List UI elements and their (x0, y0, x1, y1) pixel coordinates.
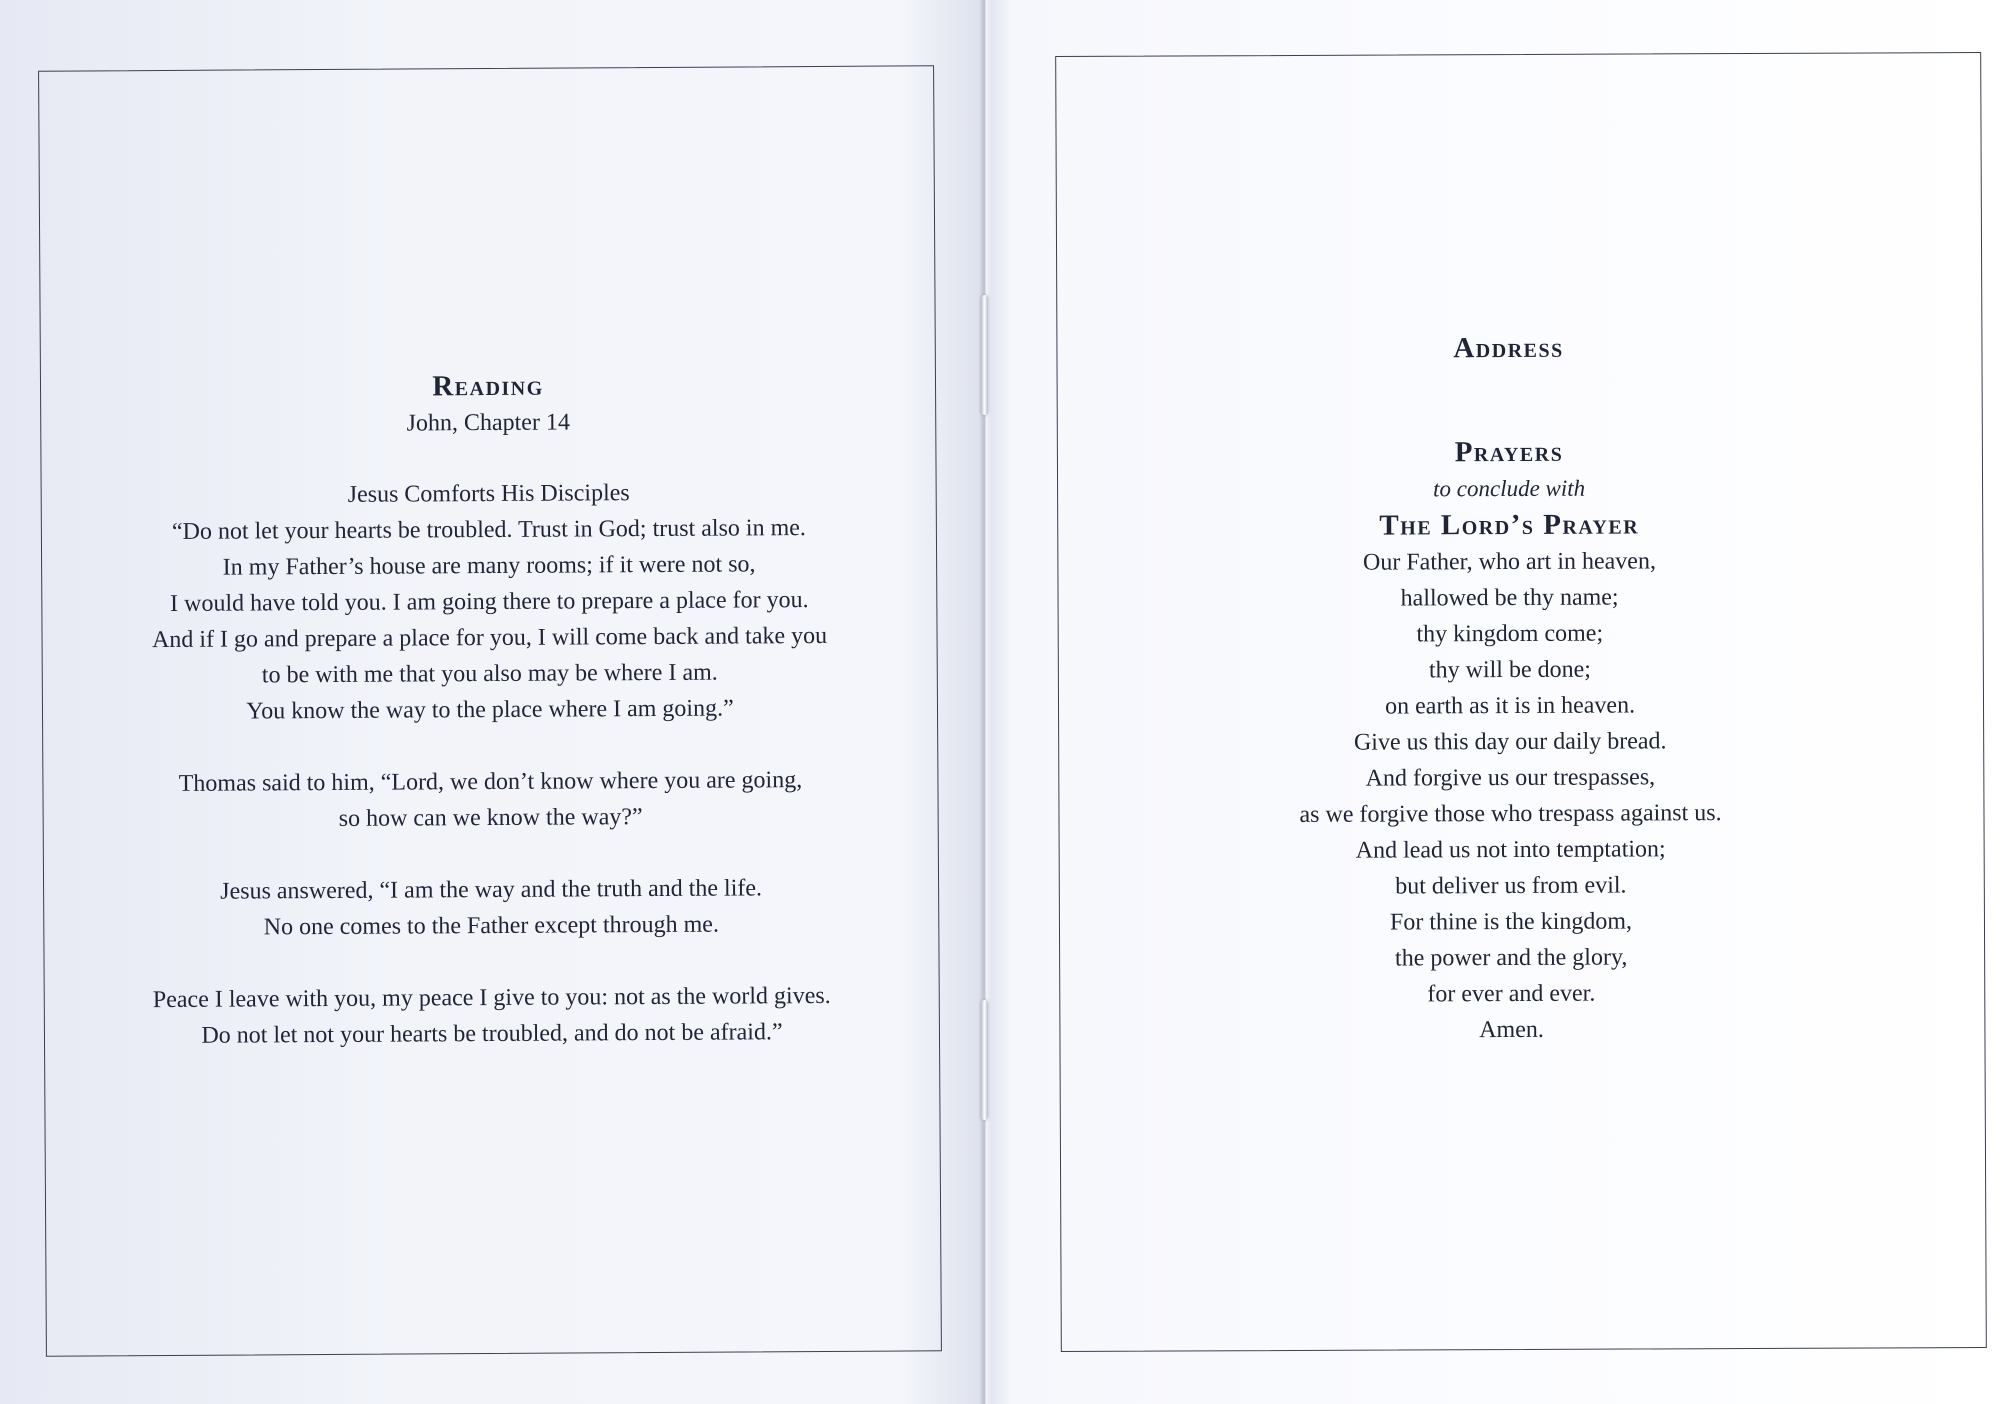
prayer-line: Amen. (1479, 1016, 1544, 1044)
left-page (58, 363, 922, 1054)
right-page (1118, 326, 1901, 1049)
binding-stitch (981, 295, 988, 415)
reading-line: And if I go and prepare a place for you, I will come back and take you (151, 622, 828, 654)
reading-line: to be with me that you also may be where I am. (261, 659, 718, 689)
prayer-line: And lead us not into temptation; (1355, 836, 1666, 864)
stanza-gap (61, 833, 921, 874)
reading-line: Thomas said to him, “Lord, we don’t know where you are going, (178, 767, 803, 797)
address-heading: Address (1453, 331, 1564, 365)
prayer-line: thy kingdom come; (1416, 620, 1604, 648)
reading-line: so how can we know the way?” (338, 804, 643, 832)
prayer-line: And forgive us our trespasses, (1365, 764, 1656, 792)
lords-prayer-heading: The Lord’s Prayer (1379, 508, 1640, 542)
reading-stanza (59, 473, 921, 730)
reading-line: You know the way to the place where I am going.” (246, 695, 734, 725)
prayer-line: Our Father, who art in heaven, (1362, 548, 1656, 576)
prayer-line: on earth as it is in heaven. (1385, 692, 1636, 720)
reading-line: Peace I leave with you, my peace I give to you: not as the world gives. (152, 982, 831, 1014)
reading-stanza (62, 977, 922, 1054)
reading-stanza (61, 869, 921, 946)
prayer-line: the power and the glory, (1394, 944, 1628, 972)
reading-line: Jesus answered, “I am the way and the truth and the life. (220, 875, 763, 905)
prayer-line: For thine is the kingdom, (1389, 908, 1633, 936)
prayer-line: for ever and ever. (1427, 980, 1596, 1008)
conclude-note: to conclude with (1433, 475, 1586, 502)
reading-stanza (60, 761, 920, 838)
scripture-reference: John, Chapter 14 (406, 409, 570, 437)
prayer-line: hallowed be thy name; (1400, 584, 1619, 612)
binding-stitch (981, 1000, 988, 1120)
prayer-line: as we forgive those who trespass against us. (1299, 800, 1722, 828)
reading-line: “Do not let your hearts be troubled. Trust in God; trust also in me. (171, 515, 806, 545)
reading-line: Jesus Comforts His Disciples (347, 480, 630, 508)
prayer-line: Give us this day our daily bread. (1353, 728, 1667, 756)
prayer-line: thy will be done; (1428, 656, 1591, 684)
prayer-line: but deliver us from evil. (1395, 872, 1627, 900)
reading-heading: Reading (432, 369, 544, 403)
reading-line: I would have told you. I am going there to prepare a place for you. (170, 587, 809, 617)
reading-line: No one comes to the Father except through me. (263, 911, 719, 941)
lords-prayer-text (1119, 542, 1901, 1049)
booklet-gutter (979, 0, 991, 1404)
reading-line: In my Father’s house are many rooms; if it were not so, (222, 551, 756, 581)
prayers-heading: Prayers (1454, 435, 1564, 469)
stanza-gap (60, 725, 920, 766)
reading-line: Do not let not your hearts be troubled, and do not be afraid.” (201, 1019, 783, 1049)
stanza-gap (61, 941, 921, 982)
